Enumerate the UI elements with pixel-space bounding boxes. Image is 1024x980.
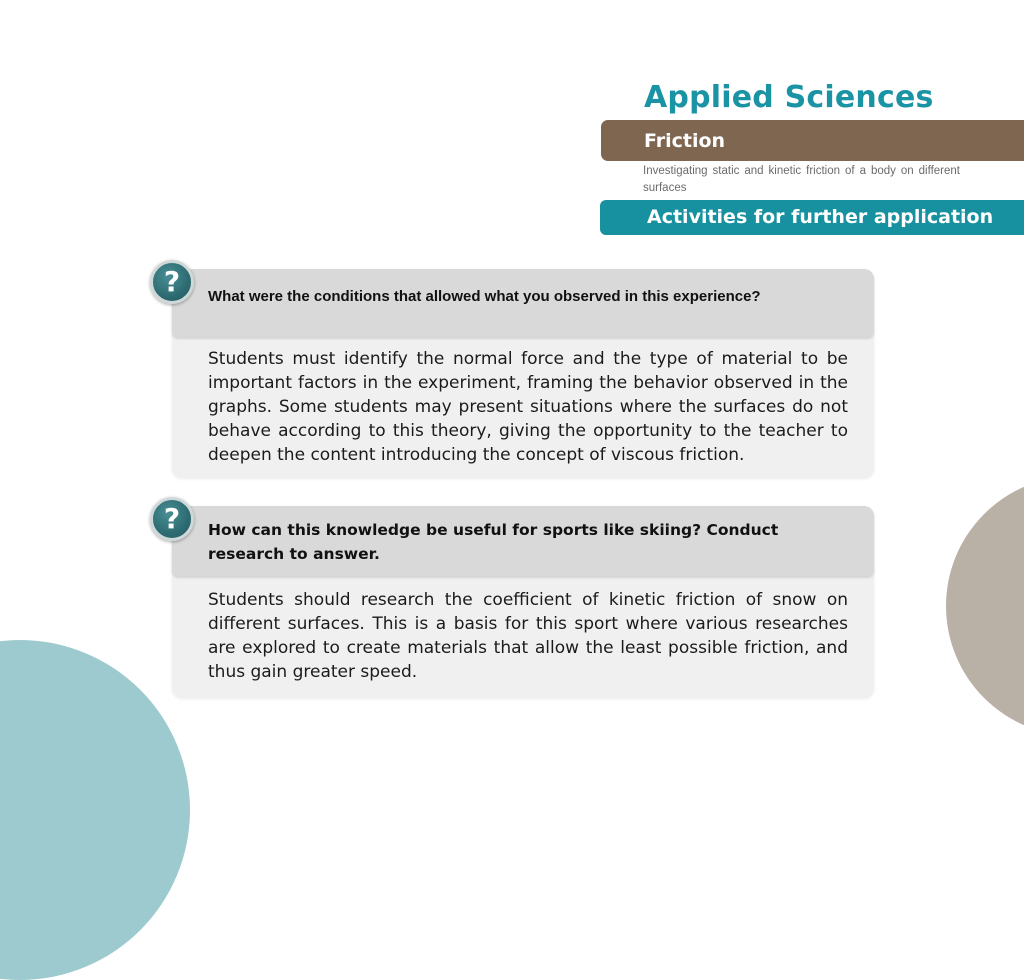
brand-title: Applied Sciences bbox=[644, 80, 934, 115]
qa-card-1 bbox=[172, 269, 874, 478]
question-text: What were the conditions that allowed what you observed in this experience? bbox=[208, 288, 761, 305]
section-bar bbox=[600, 200, 1024, 235]
answer-text: Students must identify the normal force and the type of material to be important factors in the experiment, framing the behavior observed in the graphs. Some students may present situations where the surfaces do not behave according to this theory, giving the opportunity to the teacher to deepen the content introducing the concept of viscous friction. bbox=[208, 349, 848, 465]
answer-text: Students should research the coefficient of kinetic friction of snow on different surfaces. This is a basis for this sport where various researches are explored to create materials that allow the least possible friction, and thus gain greater speed. bbox=[208, 590, 848, 682]
decorative-circle-right bbox=[946, 476, 1024, 736]
topic-subtitle: Investigating static and kinetic friction of a body on different surfaces bbox=[643, 165, 960, 194]
qa-card-2 bbox=[172, 506, 874, 698]
question-box bbox=[172, 269, 874, 337]
question-mark-icon: ? bbox=[150, 497, 194, 541]
decorative-circle-left bbox=[0, 640, 190, 980]
question-mark-icon: ? bbox=[150, 260, 194, 304]
question-box bbox=[172, 506, 874, 576]
topic-bar bbox=[601, 120, 1024, 161]
question-text: How can this knowledge be useful for sports like skiing? Conduct research to answer. bbox=[208, 521, 779, 563]
section-title: Activities for further application bbox=[647, 206, 994, 228]
topic-title: Friction bbox=[644, 130, 726, 152]
